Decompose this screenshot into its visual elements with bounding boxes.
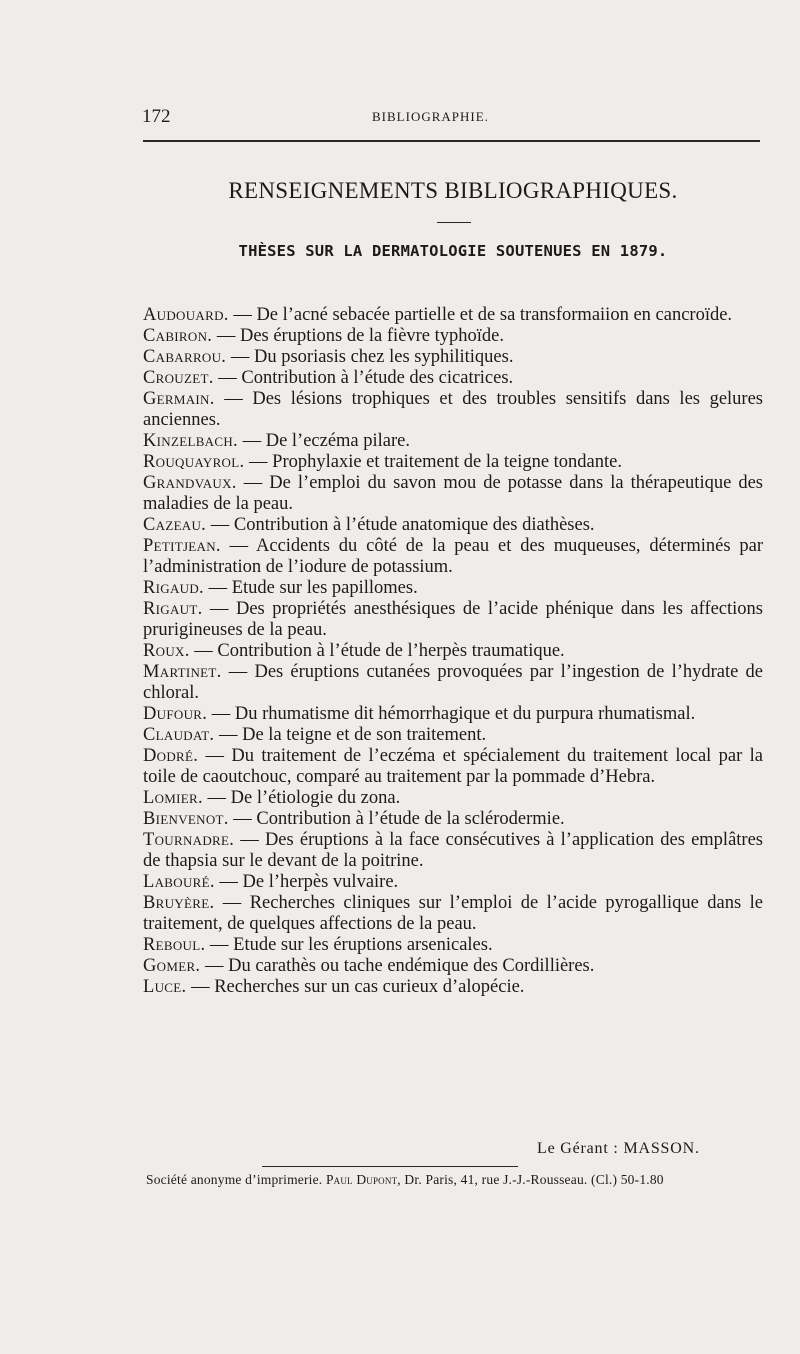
entry-author: Grandvaux. bbox=[143, 473, 237, 493]
entry-author: Bruyère. bbox=[143, 893, 215, 913]
thesis-entry bbox=[143, 872, 763, 893]
entry-title: — De l’acné sebacée partielle et de sa transformaiion en cancroïde. bbox=[228, 305, 733, 325]
thesis-entry bbox=[143, 746, 763, 788]
section-subtitle: THÈSES SUR LA DERMATOLOGIE SOUTENUES EN 1879. bbox=[238, 242, 668, 260]
signature: Le Gérant : MASSON. bbox=[537, 1140, 700, 1157]
header-rule bbox=[143, 140, 760, 142]
entry-author: Gomer. bbox=[143, 956, 201, 976]
entry-author: Crouzet. bbox=[143, 368, 214, 388]
entry-title: — Recherches cliniques sur l’emploi de l’acide pyrogallique dans le traitement, de quelques affections de la peau. bbox=[143, 893, 763, 934]
thesis-entry bbox=[143, 662, 763, 704]
thesis-entry bbox=[143, 956, 763, 977]
entry-title: — Des éruptions de la fièvre typhoïde. bbox=[212, 326, 505, 346]
entry-title: — Des éruptions à la face consécutives à l’application des emplâtres de thapsia sur le devant de la poitrine. bbox=[143, 830, 763, 871]
thesis-entry bbox=[143, 809, 763, 830]
entry-title: — Du psoriasis chez les syphilitiques. bbox=[226, 347, 514, 367]
entry-title: — Accidents du côté de la peau et des muqueuses, déterminés par l’administration de l’iodure de potassium. bbox=[143, 536, 763, 577]
thesis-entry bbox=[143, 977, 763, 998]
entry-author: Claudat. bbox=[143, 725, 215, 745]
entry-author: Lomier. bbox=[143, 788, 203, 808]
entry-title: — Contribution à l’étude de la sclérodermie. bbox=[228, 809, 565, 829]
entry-title: — Recherches sur un cas curieux d’alopécie. bbox=[186, 977, 525, 997]
entry-title: — Des lésions trophiques et des troubles sensitifs dans les gelures anciennes. bbox=[143, 389, 763, 430]
thesis-entry bbox=[143, 305, 763, 326]
entry-title: — De l’étiologie du zona. bbox=[202, 788, 401, 808]
entry-author: Cazeau. bbox=[143, 515, 207, 535]
entry-title: — De l’eczéma pilare. bbox=[237, 431, 411, 451]
entry-author: Tournadre. bbox=[143, 830, 235, 850]
title-rule bbox=[437, 222, 471, 223]
thesis-entry bbox=[143, 725, 763, 746]
entry-author: Audouard. bbox=[143, 305, 229, 325]
entry-author: Rigaud. bbox=[143, 578, 204, 598]
entry-title: — Du traitement de l’eczéma et spécialement du traitement local par la toile de caoutchouc, comparé au traitement par la pommade d’Hebra. bbox=[143, 746, 763, 787]
imprint-printer: Paul Dupont, bbox=[325, 1172, 401, 1187]
entry-author: Cabiron. bbox=[143, 326, 213, 346]
entry-title: — Contribution à l’étude des cicatrices. bbox=[213, 368, 514, 388]
entry-author: Reboul. bbox=[143, 935, 206, 955]
entry-title: — De la teigne et de son traitement. bbox=[214, 725, 487, 745]
footer-rule bbox=[262, 1166, 518, 1167]
entry-author: Rigaut. bbox=[143, 599, 203, 619]
imprint-address: Dr. Paris, 41, rue J.-J.-Rousseau. (Cl.) 50-1.80 bbox=[400, 1172, 664, 1187]
entry-title: — De l’herpès vulvaire. bbox=[214, 872, 399, 892]
section-title: RENSEIGNEMENTS BIBLIOGRAPHIQUES. bbox=[228, 178, 678, 203]
thesis-entry bbox=[143, 599, 763, 641]
entry-author: Roux. bbox=[143, 641, 190, 661]
thesis-entry bbox=[143, 452, 763, 473]
entry-author: Dufour. bbox=[143, 704, 208, 724]
thesis-entry bbox=[143, 704, 763, 725]
thesis-entry bbox=[143, 893, 763, 935]
entry-title: — Du carathès ou tache endémique des Cordillières. bbox=[200, 956, 595, 976]
thesis-entry bbox=[143, 515, 763, 536]
entry-title: — Etude sur les papillomes. bbox=[203, 578, 418, 598]
thesis-entry bbox=[143, 347, 763, 368]
entry-title: — De l’emploi du savon mou de potasse dans la thérapeutique des maladies de la peau. bbox=[143, 473, 763, 514]
imprint-line bbox=[146, 1172, 664, 1188]
entry-author: Luce. bbox=[143, 977, 187, 997]
thesis-entry bbox=[143, 368, 763, 389]
thesis-entry bbox=[143, 473, 763, 515]
entry-author: Dodré. bbox=[143, 746, 199, 766]
entry-author: Cabarrou. bbox=[143, 347, 227, 367]
entry-title: — Des propriétés anesthésiques de l’acide phénique dans les affections prurigineuses de la peau. bbox=[143, 599, 763, 640]
entry-author: Martinet. bbox=[143, 662, 222, 682]
thesis-entry bbox=[143, 641, 763, 662]
entry-title: — Prophylaxie et traitement de la teigne tondante. bbox=[244, 452, 622, 472]
thesis-entry bbox=[143, 578, 763, 599]
entry-title: — Etude sur les éruptions arsenicales. bbox=[205, 935, 493, 955]
thesis-entry bbox=[143, 830, 763, 872]
entry-title: — Contribution à l’étude de l’herpès traumatique. bbox=[189, 641, 565, 661]
entry-author: Petitjean. bbox=[143, 536, 221, 556]
entry-author: Kinzelbach. bbox=[143, 431, 238, 451]
entry-author: Bienvenot. bbox=[143, 809, 229, 829]
entry-author: Rouquayrol. bbox=[143, 452, 245, 472]
thesis-entry bbox=[143, 389, 763, 431]
entry-author: Germain. bbox=[143, 389, 215, 409]
thesis-entry bbox=[143, 536, 763, 578]
imprint-text: Société anonyme d’imprimerie. bbox=[146, 1172, 326, 1187]
thesis-list bbox=[143, 305, 763, 998]
page-number: 172 bbox=[142, 106, 171, 127]
entry-author: Labouré. bbox=[143, 872, 215, 892]
entry-title: — Contribution à l’étude anatomique des diathèses. bbox=[206, 515, 595, 535]
thesis-entry bbox=[143, 788, 763, 809]
thesis-entry bbox=[143, 935, 763, 956]
entry-title: — Du rhumatisme dit hémorrhagique et du purpura rhumatismal. bbox=[207, 704, 696, 724]
thesis-entry bbox=[143, 431, 763, 452]
entry-title: — Des éruptions cutanées provoquées par l’ingestion de l’hydrate de chloral. bbox=[143, 662, 763, 703]
thesis-entry bbox=[143, 326, 763, 347]
running-head bbox=[142, 106, 762, 128]
running-title: BIBLIOGRAPHIE. bbox=[372, 109, 489, 124]
